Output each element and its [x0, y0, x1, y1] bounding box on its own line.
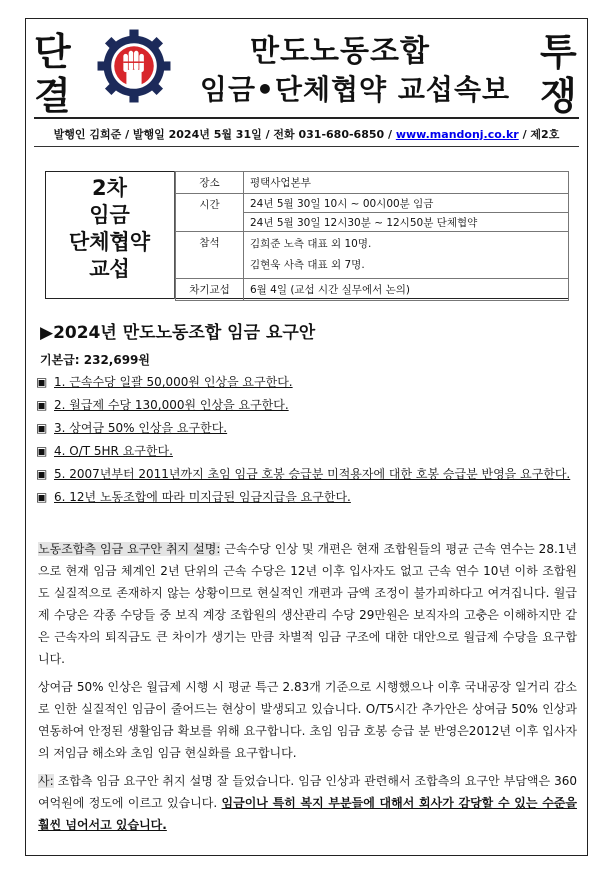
- demand-text: 6. 12년 노동조합에 따라 미지급된 임금지급을 요구한다.: [54, 490, 351, 504]
- demand-text: 2. 월급제 수당 130,000원 인상을 요구한다.: [54, 398, 289, 412]
- title-line: 교섭: [89, 257, 130, 281]
- side-char: 결: [34, 73, 71, 118]
- row-value: 6월 4일 (교섭 시간 실무에서 논의): [244, 279, 569, 301]
- negotiation-table: [175, 171, 569, 301]
- side-slogan-right: [540, 30, 577, 118]
- checkbox-marker-icon: ▣: [36, 467, 48, 481]
- table-row: [176, 172, 569, 194]
- demand-text: 1. 근속수당 일괄 50,000원 인상을 요구한다.: [54, 375, 293, 389]
- row-value: 평택사업본부: [244, 172, 569, 194]
- row-key: 장소: [176, 172, 244, 194]
- checkbox-marker-icon: ▣: [36, 444, 48, 458]
- table-row: [176, 279, 569, 301]
- table-row: [176, 232, 569, 279]
- row-value: 24년 5월 30일 10시 ~ 00시00분 임금: [244, 194, 569, 213]
- base-pay: 기본급: 232,699원: [40, 353, 151, 367]
- side-char: 투: [540, 29, 577, 74]
- company-body: 조합측 임금 요구안 취지 설명 잘 들었습니다. 임금 인상과 관련해서 조합측의 요구안 부담액은 360여억원에 정도에 이르고 있습니다.: [38, 774, 577, 810]
- demand-text: 5. 2007년부터 2011년까지 초임 임금 호봉 승급분 미적용자에 대한 호봉 승급분 반영을 요구한다.: [54, 467, 571, 481]
- union-logo-icon: [96, 28, 172, 104]
- checkbox-marker-icon: ▣: [36, 490, 48, 504]
- demand-text: 4. O/T 5HR 요구한다.: [54, 444, 173, 458]
- side-char: 단: [34, 29, 71, 74]
- company-response: [38, 770, 577, 836]
- negotiation-title: [45, 171, 175, 299]
- issue-number: / 제2호: [518, 128, 560, 141]
- publisher-info: 발행인 김희준 / 발행일 2024년 5월 31일 / 전화 031-680-6850 /: [53, 128, 396, 141]
- list-item: [36, 372, 582, 392]
- title-line: 임금: [89, 203, 130, 227]
- row-value: 김희준 노측 대표 외 10명.: [250, 238, 372, 250]
- list-item: [36, 487, 582, 507]
- list-item: [36, 464, 582, 484]
- publication-line: [34, 126, 579, 142]
- row-value: 24년 5월 30일 12시30분 ~ 12시50분 단체협약: [244, 213, 569, 232]
- row-key: 차기교섭: [176, 279, 244, 301]
- title-line: 2차: [92, 176, 127, 200]
- list-item: [36, 395, 582, 415]
- header-subtitle: 임금•단체협약 교섭속보: [199, 73, 511, 106]
- checkbox-marker-icon: ▣: [36, 375, 48, 389]
- title-line: 단체협약: [68, 230, 151, 254]
- company-label: 사:: [38, 774, 54, 788]
- row-value: 김현욱 사측 대표 외 7명.: [250, 259, 365, 271]
- divider: [34, 117, 579, 119]
- side-char: 쟁: [540, 73, 577, 118]
- checkbox-marker-icon: ▣: [36, 421, 48, 435]
- website-link[interactable]: www.mandonj.co.kr: [395, 128, 519, 141]
- explanation-label: 노동조합측 임금 요구안 취지 설명:: [38, 542, 221, 556]
- demand-text: 3. 상여금 50% 인상을 요구한다.: [54, 421, 228, 435]
- section-title: ▶2024년 만도노동조합 임금 요구안: [40, 323, 316, 343]
- union-explanation: [38, 538, 577, 670]
- row-key: 시간: [176, 194, 244, 232]
- table-row: [176, 194, 569, 213]
- demand-list: [36, 372, 582, 510]
- divider: [34, 146, 579, 147]
- list-item: [36, 418, 582, 438]
- list-item: [36, 441, 582, 461]
- company-emphasis: 임금이나 특히 복지 부분들에 대해서 회사가 감당할 수 있는 수준을 훨씬 넘어서고 있습니다.: [38, 796, 577, 832]
- explanation-body: 근속수당 인상 및 개편은 현재 조합원들의 평균 근속 연수는 28.1년으로 현재 임금 체계인 2년 단위의 근속 수당은 12년 이후 입사자도 없고 근속 연수 10년 이하 조합원도 실질적으로 존재하지 않는 상황이므로 현실적인 개편과 금액 조정이 불가피하다고 여겨집니다. 월급제 수당은 각종 수당들 중 보직 계장 조합원의 생산관리 수당 29만원은 보직자의 고충은 이해하지만 같은 근속자의 퇴직금도 큰 차이가 생기는 만큼 차별적 임금 구조에 대한 대안으로 월급제 수당을 요구합니다.: [38, 542, 577, 666]
- checkbox-marker-icon: ▣: [36, 398, 48, 412]
- header-title: 만도노동조합: [250, 34, 430, 69]
- union-explanation-2: 상여금 50% 인상은 월급제 시행 시 평균 특근 2.83개 기준으로 시행했으나 이후 국내공장 일거리 감소로 인한 실질적인 임금이 줄어드는 현상이 발생되고 있습니다. O/T5시간 추가안은 상여금 50% 인상과 연동하여 안정된 생활임금 확보를 위해 요구합니다. 초임 임금 호봉 승급 분 반영은2012년 이후 입사자의 저임금 해소와 초임 임금 현실화를 요구합니다.: [38, 680, 577, 760]
- side-slogan-left: [34, 30, 71, 118]
- row-key: 참석: [176, 232, 244, 279]
- row-value-multi: [244, 232, 569, 279]
